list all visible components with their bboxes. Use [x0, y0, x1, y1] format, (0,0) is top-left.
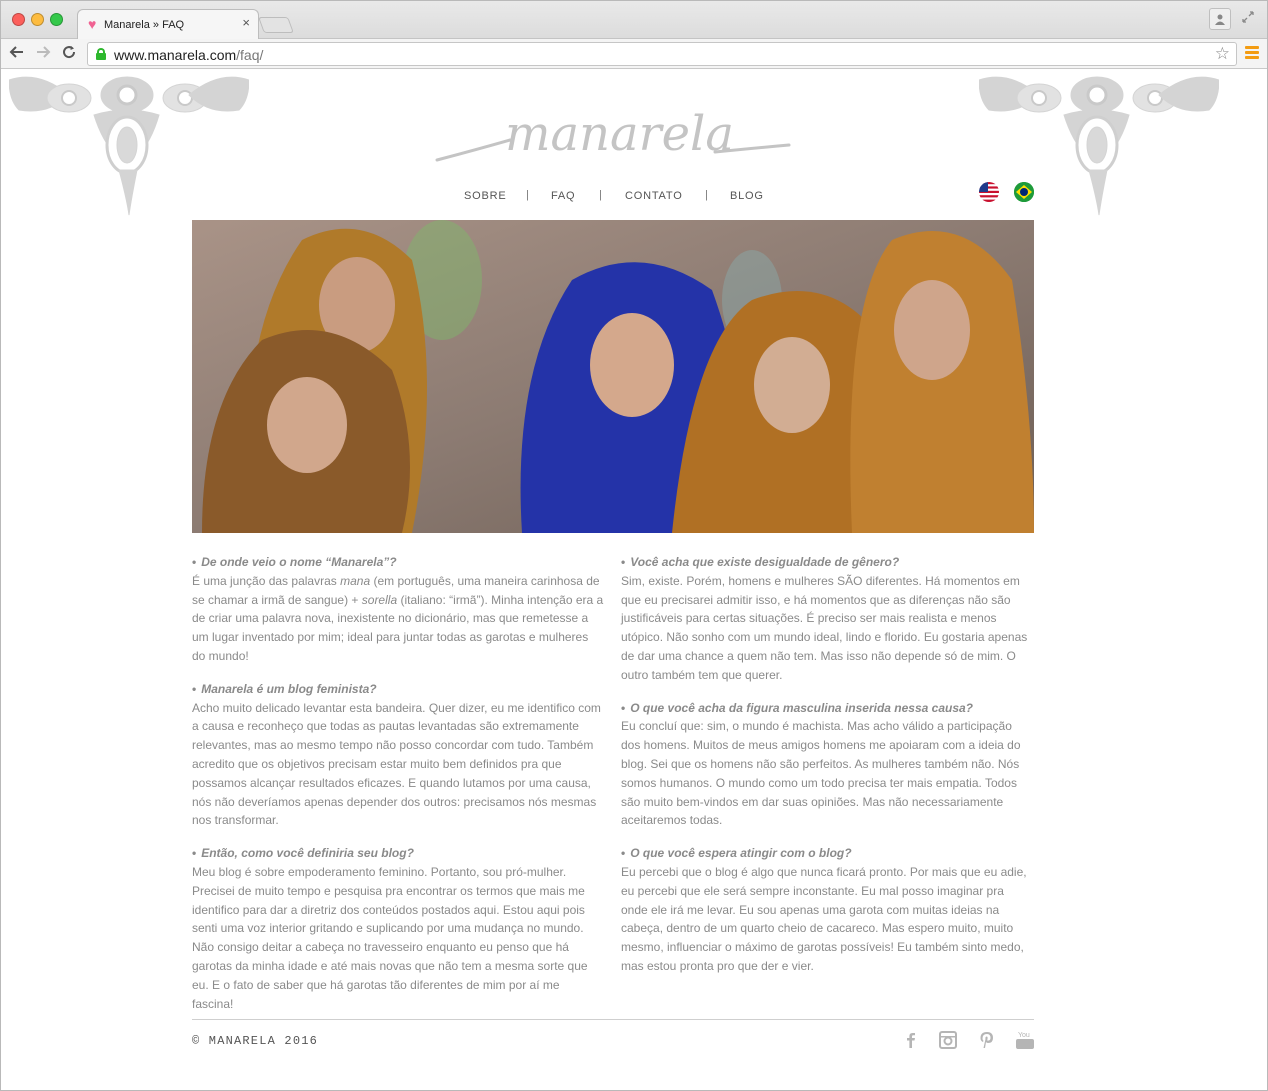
pinterest-icon[interactable] [977, 1030, 997, 1050]
faq-item [621, 699, 1033, 831]
nav-item-faq[interactable]: FAQ [551, 190, 576, 202]
faq-item [192, 553, 604, 666]
nav-separator: | [599, 189, 603, 201]
bookmark-star-icon[interactable]: ☆ [1214, 44, 1230, 63]
address-bar[interactable] [87, 42, 1237, 66]
faq-question: • De onde veio o nome “Manarela”? [192, 555, 397, 569]
faq-question: • Você acha que existe desigualdade de gênero? [621, 555, 900, 569]
fullscreen-icon[interactable] [1239, 10, 1257, 28]
ornament-left-decoration [9, 70, 249, 220]
window-close-button[interactable] [12, 13, 25, 26]
faq-item [621, 844, 1033, 976]
hero-image-girls [192, 220, 1034, 533]
faq-answer: Eu percebi que o blog é algo que nunca ficará pronto. Por mais que eu adie, eu percebi que ele será sempre inconstante. Eu mal posso imaginar pra onde ele irá me levar. Eu sou apenas uma garota com muitas ideias na cabeça, dentro de um quarto cheio de cacareco. Mas espero muito, muito mesmo, influenciar o máximo de garotas possíveis! Eu também sinto medo, mas estou pronta pro que der e vier. [621, 864, 1027, 973]
us-flag-icon[interactable] [979, 182, 999, 202]
nav-item-sobre[interactable]: SOBRE [464, 190, 507, 202]
window-maximize-button[interactable] [50, 13, 63, 26]
faq-answer: É uma junção das palavras mana (em português, uma maneira carinhosa de se chamar a irmã de sangue) + sorella (italiano: “irmã”). Minha intenção era a de criar uma palavra nova, inexistente no dicionário, mas que remetesse a um lugar inventado por mim; ideal para juntar todas as garotas e mulheres do mundo! [192, 573, 604, 663]
url-text: www.manarela.com/faq/ [114, 47, 264, 63]
svg-text:manarela: manarela [505, 106, 734, 162]
faq-answer: Meu blog é sobre empoderamento feminino. Portanto, sou pró-mulher. Precisei de muito tempo e pesquisa pra encontrar os termos que mais me identifico para dar a diretriz dos conteúdos postados aqui. Estou aqui pois senti uma voz interior gritando e suplicando por uma mudança no mundo. Não consigo deitar a cabeça no travesseiro enquanto eu penso que há garotas da minha idade e até mais novas que não tem a mesma sorte que eu. E o fato de saber que há garotas tão diferentes de mim por aí me fascina! [192, 864, 588, 1011]
tab-title: Manarela » FAQ [104, 19, 185, 31]
heart-icon: ♥ [88, 16, 97, 32]
faq-answer: Acho muito delicado levantar esta bandeira. Quer dizer, eu me identifico com a causa e reconheço que todas as pautas levantadas são extremamente relevantes, mas ao mesmo tempo não posso concordar com tudo. Também acredito que os objetivos precisam estar muito bem definidos pra que possamos alcançar resultados eficazes. E quando lutamos por uma causa, nós não deveríamos apenas depender dos outros: precisamos nós mesmas nos transformar. [192, 700, 601, 828]
reload-icon[interactable] [59, 44, 79, 64]
footer-copyright: © MANARELA 2016 [192, 1034, 319, 1048]
nav-item-contato[interactable]: CONTATO [625, 190, 683, 202]
brazil-flag-icon[interactable] [1014, 182, 1034, 202]
webpage [1, 70, 1267, 1090]
faq-answer: Eu concluí que: sim, o mundo é machista. Mas acho válido a participação dos homens. Muitos de meus amigos homens me apoiaram com a ideia do blog. Sei que os homens não são perfeitos. As mulheres também não. Nós somos humanos. O mundo como um todo precisa ter mais empatia. Todos são muito bem-vindos em dar suas opiniões. Mas não necessariamente aceitaremos todas. [621, 719, 1021, 828]
faq-question: • O que você acha da figura masculina inserida nessa causa? [621, 700, 974, 715]
main-nav [441, 190, 781, 206]
browser-tab-active[interactable] [77, 9, 259, 40]
faq-item [192, 844, 604, 1013]
faq-question: • Então, como você definiria seu blog? [192, 846, 414, 861]
faq-column-right [621, 553, 1033, 990]
instagram-icon[interactable] [938, 1030, 958, 1050]
svg-text:You: You [1018, 1032, 1030, 1039]
faq-column-left [192, 553, 604, 1027]
faq-item [621, 553, 1033, 685]
profile-icon[interactable] [1209, 8, 1231, 30]
nav-separator: | [526, 189, 530, 201]
footer-divider [192, 1019, 1034, 1020]
faq-question: • Manarela é um blog feminista? [192, 681, 377, 696]
window-minimize-button[interactable] [31, 13, 44, 26]
browser-toolbar [1, 39, 1267, 69]
nav-separator: | [705, 189, 709, 201]
forward-arrow-icon[interactable] [33, 44, 53, 64]
manarela-logo[interactable] [435, 90, 791, 170]
back-arrow-icon[interactable] [7, 44, 27, 64]
tab-close-icon[interactable]: × [242, 15, 250, 30]
youtube-icon[interactable] [1015, 1030, 1035, 1050]
new-tab-button[interactable] [258, 17, 294, 33]
browser-menu-icon[interactable] [1245, 46, 1259, 60]
facebook-icon[interactable] [901, 1030, 921, 1050]
nav-item-blog[interactable]: BLOG [730, 190, 764, 202]
faq-question: • O que você espera atingir com o blog? [621, 846, 852, 861]
lock-icon [96, 48, 106, 60]
faq-item [192, 680, 604, 830]
faq-answer: Sim, existe. Porém, homens e mulheres SÃO diferentes. Há momentos em que eu precisarei admitir isso, e há momentos que as diferenças não são justificáveis para certas situações. É preciso ser mais realista e menos utópico. Não sonho com um mundo ideal, lindo e florido. Eu gostaria apenas de dar uma chance a quem não tem. Mas isso não depende só de mim. O outro também tem que querer. [621, 573, 1028, 682]
tab-strip [1, 1, 1267, 39]
